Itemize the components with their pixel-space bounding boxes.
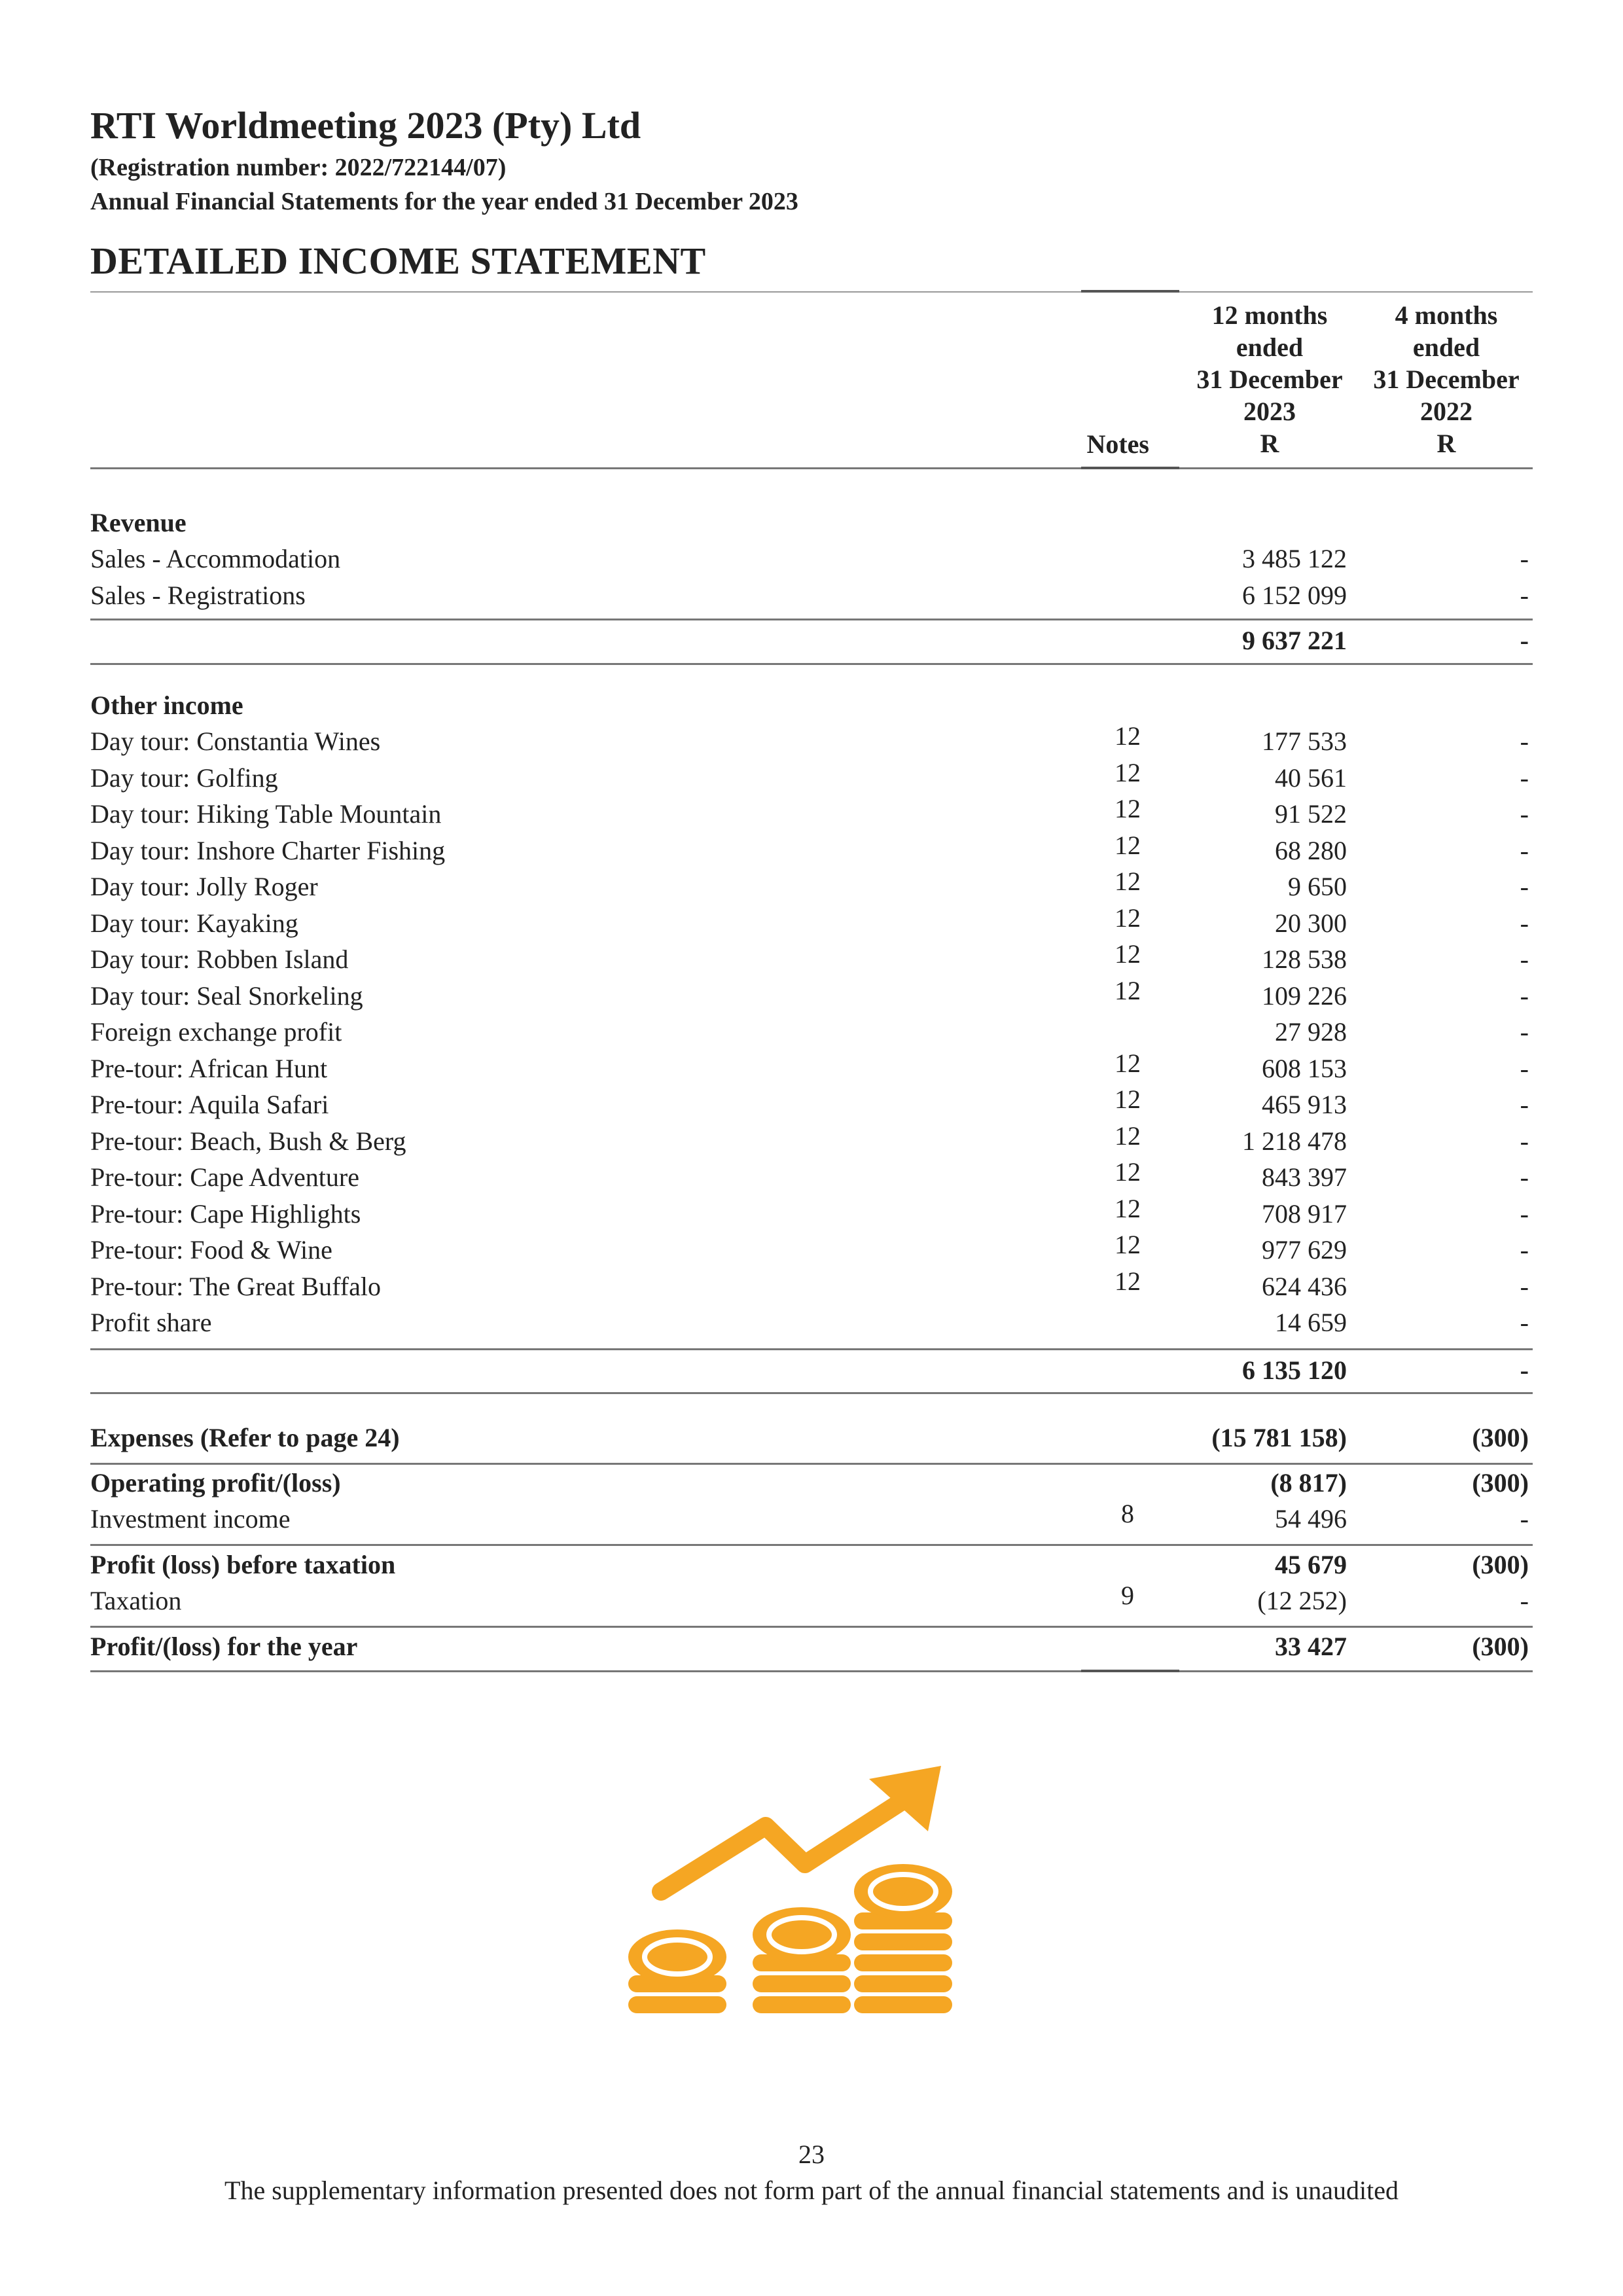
current-value: 27 928 [1275, 1017, 1347, 1047]
statement-period: Annual Financial Statements for the year ended 31 December 2023 [90, 188, 798, 215]
prior-value: - [1520, 908, 1529, 938]
row-note: 9 [1121, 1581, 1134, 1610]
current-value: 68 280 [1275, 835, 1347, 865]
current-value: 54 496 [1275, 1504, 1347, 1534]
current-value: 1 218 478 [1242, 1126, 1347, 1156]
row-note: 12 [1115, 1048, 1141, 1078]
prior-value: - [1520, 835, 1529, 865]
row-label: Investment income [90, 1504, 291, 1534]
row-label: Pre-tour: Food & Wine [90, 1235, 332, 1265]
line-item-row [0, 1159, 1623, 1196]
row-label: Sales - Accommodation [90, 544, 341, 573]
line-item-row [0, 830, 1623, 869]
prior-value: - [1520, 1504, 1529, 1534]
line-item-row [0, 1304, 1623, 1341]
current-value: 708 917 [1262, 1198, 1347, 1229]
row-note: 12 [1115, 1121, 1141, 1151]
current-value: 128 538 [1262, 944, 1347, 974]
row-note: 12 [1115, 721, 1141, 751]
row-label: Profit share [90, 1308, 212, 1337]
prior-value: - [1520, 1162, 1529, 1192]
row-note: 12 [1115, 975, 1141, 1005]
prior-value: - [1520, 1235, 1529, 1265]
row-note: 12 [1115, 939, 1141, 969]
row-label: Pre-tour: African Hunt [90, 1053, 328, 1083]
statement-title: DETAILED INCOME STATEMENT [90, 240, 706, 282]
current-year-column-header: 12 months ended 31 December 2023 R [1196, 300, 1343, 458]
column-header-bottom-rule [90, 467, 1533, 469]
current-value: 624 436 [1262, 1271, 1347, 1301]
row-note: 12 [1115, 1085, 1141, 1114]
prior-value: (300) [1472, 1468, 1529, 1498]
row-label: Day tour: Constantia Wines [90, 726, 381, 756]
row-note: 12 [1115, 1230, 1141, 1259]
row-label: Day tour: Robben Island [90, 944, 349, 974]
row-note: 12 [1115, 1157, 1141, 1187]
prior-value: (300) [1472, 1632, 1529, 1661]
line-item-row [0, 905, 1623, 942]
row-label: Day tour: Seal Snorkeling [90, 980, 363, 1011]
row-note: 12 [1115, 867, 1141, 896]
row-note: 12 [1115, 903, 1141, 933]
profit-for-year-bottom-rule [90, 1670, 1533, 1672]
line-item-row [0, 941, 1623, 978]
current-value: 109 226 [1262, 980, 1347, 1011]
current-value: 3 485 122 [1242, 544, 1347, 573]
section-title: Other income [90, 691, 243, 720]
page-number: 23 [798, 2140, 825, 2169]
revenue-total-prior: - [1520, 626, 1529, 655]
current-value: 608 153 [1262, 1053, 1347, 1083]
row-label: Day tour: Jolly Roger [90, 872, 318, 901]
growth-coins-icon [615, 1761, 955, 2049]
profit-for-year-bottom-rule-dark [1081, 1670, 1179, 1672]
other-income-section-heading [0, 687, 1623, 724]
prior-value: - [1520, 799, 1529, 829]
registration-number: (Registration number: 2022/722144/07) [90, 154, 507, 181]
current-value: (8 817) [1270, 1468, 1347, 1498]
prior-value: - [1520, 1308, 1529, 1337]
line-item-row [0, 541, 1623, 577]
row-label: Taxation [90, 1586, 182, 1615]
revenue-total-bottom-rule [90, 663, 1533, 665]
row-label: Sales - Registrations [90, 580, 306, 610]
current-value: (12 252) [1257, 1586, 1347, 1615]
notes-column-header: Notes [1086, 429, 1149, 459]
revenue-total-current: 9 637 221 [1242, 626, 1347, 655]
prior-value: - [1520, 1198, 1529, 1229]
line-item-row [0, 1232, 1623, 1268]
prior-value: - [1520, 1017, 1529, 1047]
prior-value: - [1520, 580, 1529, 610]
current-value: 6 152 099 [1242, 580, 1347, 610]
other-income-total-top-rule [90, 1348, 1533, 1350]
prior-value: - [1520, 544, 1529, 573]
section-title: Revenue [90, 508, 187, 537]
other-income-total-row [0, 1352, 1623, 1389]
footer-disclaimer: The supplementary information presented does not form part of the annual financial statements and is unaudited [224, 2176, 1399, 2205]
other-income-total-bottom-rule [90, 1392, 1533, 1394]
line-item-row [0, 757, 1623, 797]
notes-column-bottom-rule [1081, 467, 1179, 469]
row-label: Foreign exchange profit [90, 1017, 342, 1047]
current-value: 977 629 [1262, 1235, 1347, 1265]
row-note: 12 [1115, 757, 1141, 787]
operating-profit-row [0, 1465, 1623, 1501]
prior-value: - [1520, 872, 1529, 901]
row-note: 12 [1115, 1193, 1141, 1223]
prior-value: (300) [1472, 1550, 1529, 1579]
prior-year-column-header: 4 months ended 31 December 2022 R [1373, 300, 1520, 458]
row-label: Pre-tour: Cape Highlights [90, 1198, 361, 1229]
prior-value: - [1520, 1053, 1529, 1083]
line-item-row [0, 577, 1623, 614]
row-note: 12 [1115, 794, 1141, 823]
row-label: Pre-tour: Beach, Bush & Berg [90, 1126, 406, 1156]
current-value: 20 300 [1275, 908, 1347, 938]
current-value: 14 659 [1275, 1308, 1347, 1337]
prior-value: - [1520, 1586, 1529, 1615]
line-item-row [0, 723, 1623, 760]
taxation-row [0, 1583, 1623, 1619]
other-income-total-current: 6 135 120 [1242, 1355, 1347, 1385]
expenses-row [0, 1420, 1623, 1456]
prior-value: - [1520, 944, 1529, 974]
current-value: 9 650 [1288, 872, 1347, 901]
line-item-row [0, 869, 1623, 905]
notes-column-top-rule [1081, 290, 1179, 293]
row-label: Day tour: Inshore Charter Fishing [90, 835, 446, 865]
current-value: 177 533 [1262, 726, 1347, 756]
line-item-row [0, 796, 1623, 833]
prior-value: (300) [1472, 1423, 1529, 1452]
row-label: Expenses (Refer to page 24) [90, 1423, 400, 1452]
revenue-total-top-rule [90, 619, 1533, 620]
current-value: 465 913 [1262, 1090, 1347, 1119]
row-label: Day tour: Golfing [90, 762, 278, 793]
row-label: Day tour: Kayaking [90, 908, 298, 938]
profit-before-tax-row [0, 1547, 1623, 1583]
line-item-row [0, 1050, 1623, 1087]
other-income-total-prior: - [1520, 1355, 1529, 1385]
row-note: 12 [1115, 830, 1141, 860]
prior-value: - [1520, 1126, 1529, 1156]
row-label: Pre-tour: Cape Adventure [90, 1162, 359, 1192]
line-item-row [0, 1123, 1623, 1160]
prior-value: - [1520, 726, 1529, 756]
header-top-rule [90, 291, 1533, 293]
investment-income-row [0, 1501, 1623, 1537]
current-value: 40 561 [1275, 762, 1347, 793]
profit-for-year-row [0, 1628, 1623, 1665]
line-item-row [0, 1014, 1623, 1050]
prior-value: - [1520, 1090, 1529, 1119]
taxation-bottom-rule [90, 1626, 1533, 1628]
row-label: Day tour: Hiking Table Mountain [90, 799, 442, 829]
row-label: Profit/(loss) for the year [90, 1632, 358, 1661]
prior-value: - [1520, 980, 1529, 1011]
row-label: Pre-tour: Aquila Safari [90, 1090, 329, 1119]
row-label: Operating profit/(loss) [90, 1468, 341, 1498]
row-label: Profit (loss) before taxation [90, 1550, 396, 1579]
current-value: (15 781 158) [1211, 1423, 1347, 1452]
current-value: 843 397 [1262, 1162, 1347, 1192]
row-note: 12 [1115, 1266, 1141, 1296]
revenue-section-heading [0, 505, 1623, 541]
prior-value: - [1520, 762, 1529, 793]
current-value: 91 522 [1275, 799, 1347, 829]
line-item-row [0, 1268, 1623, 1305]
company-name: RTI Worldmeeting 2023 (Pty) Ltd [90, 104, 641, 147]
line-item-row [0, 1193, 1623, 1232]
row-note: 8 [1121, 1499, 1134, 1528]
current-value: 33 427 [1275, 1632, 1347, 1661]
line-item-row [0, 975, 1623, 1014]
current-value: 45 679 [1275, 1550, 1347, 1579]
revenue-total-row [0, 622, 1623, 659]
investment-bottom-rule [90, 1544, 1533, 1546]
row-label: Pre-tour: The Great Buffalo [90, 1271, 381, 1301]
line-item-row [0, 1086, 1623, 1123]
prior-value: - [1520, 1271, 1529, 1301]
